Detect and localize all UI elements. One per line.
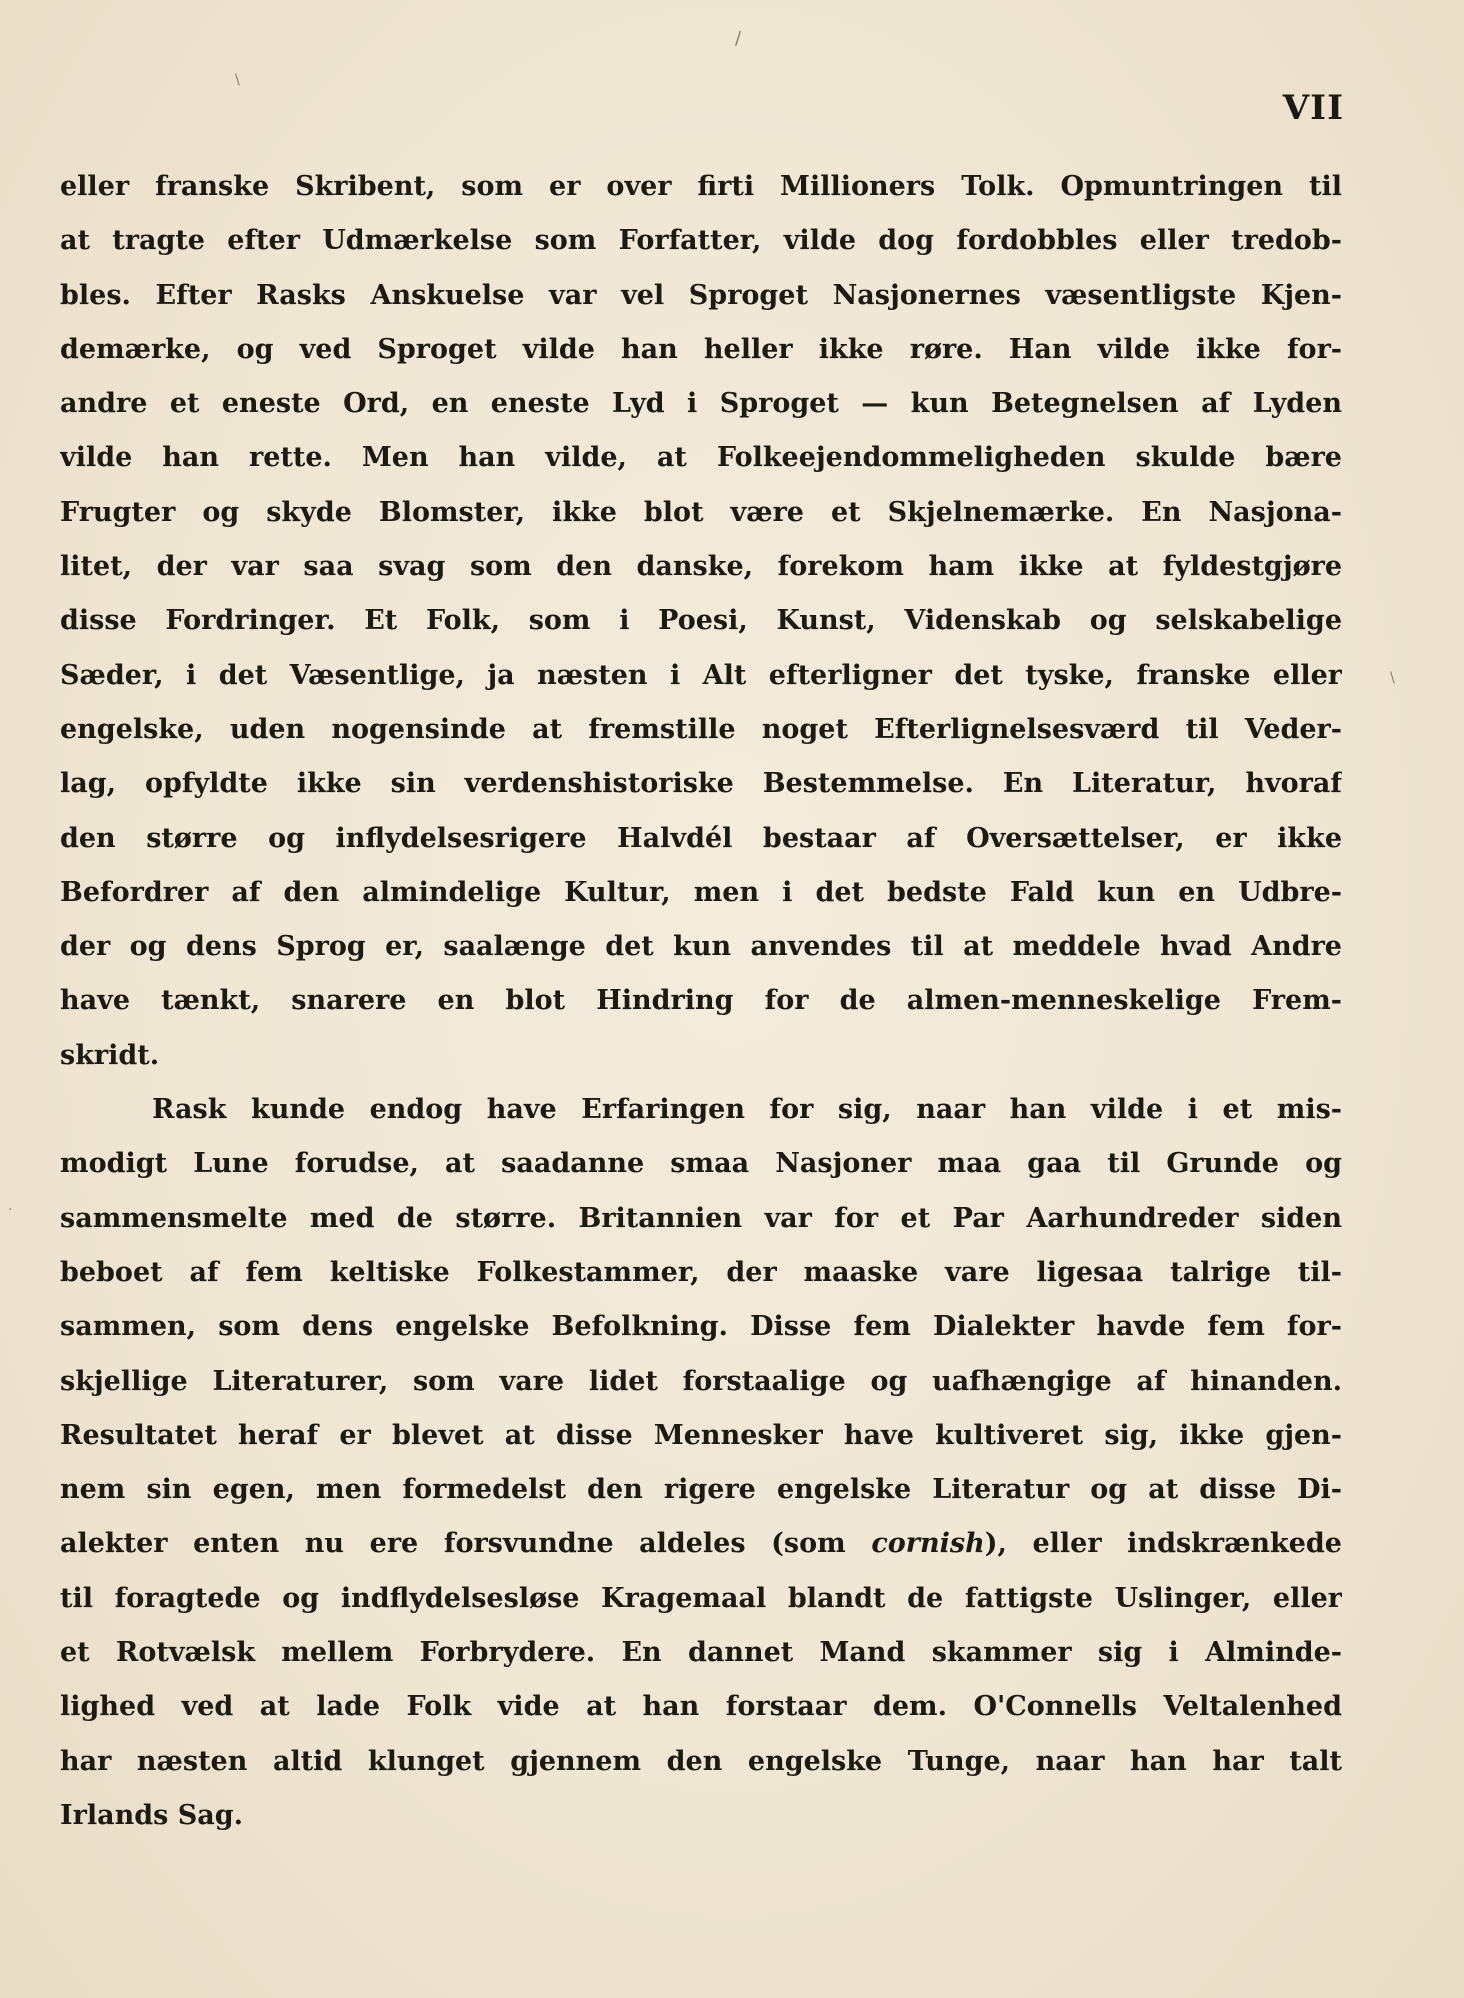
text-line: have tænkt, snarere en blot Hindring for de almen-menneskelige Frem- [60, 985, 1342, 1017]
italic-word: cornish [871, 1528, 985, 1560]
page-number: VII [1282, 88, 1344, 128]
text-line: beboet af fem keltiske Folkestammer, der maaske vare ligesaa talrige til- [60, 1256, 1342, 1288]
text-line: at tragte efter Udmærkelse som Forfatter, vilde dog fordobbles eller tredob- [60, 225, 1342, 257]
text-line: har næsten altid klunget gjennem den engelske Tunge, naar han har talt [60, 1745, 1342, 1777]
text-line: et Rotvælsk mellem Forbrydere. En dannet Mand skammer sig i Alminde- [60, 1637, 1342, 1669]
text-line: Frugter og skyde Blomster, ikke blot være et Skjelnemærke. En Nasjona- [60, 496, 1342, 528]
text-line: demærke, og ved Sproget vilde han heller ikke røre. Han vilde ikke for- [60, 333, 1342, 365]
paragraph-1 [60, 160, 1342, 1083]
text-line: modigt Lune forudse, at saadanne smaa Nasjoner maa gaa til Grunde og [60, 1148, 1342, 1180]
scan-speck: / [735, 28, 742, 49]
text-line: Befordrer af den almindelige Kultur, men i det bedste Fald kun en Udbre- [60, 876, 1342, 908]
text-line: der og dens Sprog er, saalænge det kun anvendes til at meddele hvad Andre [60, 931, 1342, 963]
text-line: nem sin egen, men formedelst den rigere engelske Literatur og at disse Di- [60, 1474, 1342, 1506]
text-line: alekter enten nu ere forsvundne aldeles (som cornish), eller indskrænkede [60, 1528, 1342, 1560]
scan-speck: \ [1390, 670, 1395, 686]
text-line: lighed ved at lade Folk vide at han forstaar dem. O'Connells Veltalenhed [60, 1691, 1342, 1723]
text-line: bles. Efter Rasks Anskuelse var vel Sproget Nasjonernes væsentligste Kjen- [60, 279, 1342, 311]
text-line: vilde han rette. Men han vilde, at Folkeejendommeligheden skulde bære [60, 442, 1342, 474]
text-line: Rask kunde endog have Erfaringen for sig, naar han vilde i et mis- [152, 1094, 1342, 1126]
text-line: sammensmelte med de større. Britannien var for et Par Aarhundreder siden [60, 1202, 1342, 1234]
body-text [60, 160, 1342, 1843]
text-line: til foragtede og indflydelsesløse Kragemaal blandt de fattigste Uslinger, eller [60, 1582, 1342, 1614]
text-line: skridt. [60, 1039, 160, 1071]
text-line: lag, opfyldte ikke sin verdenshistoriske Bestemmelse. En Literatur, hvoraf [60, 768, 1342, 800]
text-line: engelske, uden nogensinde at fremstille noget Efterlignelsesværd til Veder- [60, 713, 1342, 745]
text-line: Sæder, i det Væsentlige, ja næsten i Alt efterligner det tyske, franske eller [60, 659, 1342, 691]
scan-speck: · [8, 1202, 13, 1218]
text-line: eller franske Skribent, som er over firti Millioners Tolk. Opmuntringen til [60, 171, 1342, 202]
text-line: andre et eneste Ord, en eneste Lyd i Sproget — kun Betegnelsen af Lyden [60, 388, 1342, 420]
scan-speck: \ [235, 72, 240, 88]
text-line: sammen, som dens engelske Befolkning. Disse fem Dialekter havde fem for- [60, 1311, 1342, 1343]
text-line: disse Fordringer. Et Folk, som i Poesi, Kunst, Videnskab og selskabelige [60, 605, 1342, 637]
text-line: litet, der var saa svag som den danske, forekom ham ikke at fyldestgjøre [60, 551, 1342, 583]
text-line: Irlands Sag. [60, 1799, 243, 1831]
text-line: skjellige Literaturer, som vare lidet forstaalige og uafhængige af hinanden. [60, 1365, 1342, 1397]
text-line: Resultatet heraf er blevet at disse Mennesker have kultiveret sig, ikke gjen- [60, 1419, 1342, 1451]
text-line: den større og inflydelsesrigere Halvdél bestaar af Oversættelser, er ikke [60, 822, 1342, 854]
paragraph-2 [60, 1083, 1342, 1843]
